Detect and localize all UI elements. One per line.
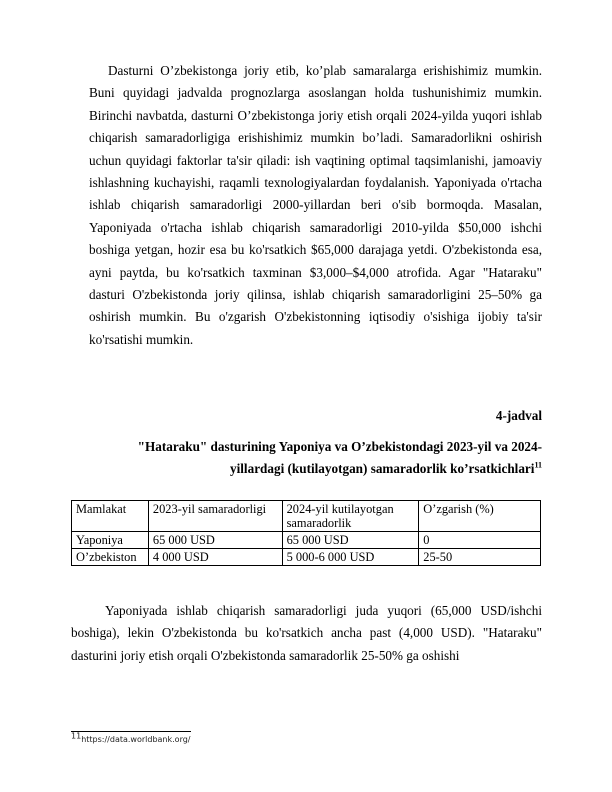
footnote-number: 11 bbox=[71, 731, 82, 741]
table-row bbox=[72, 549, 541, 566]
table-cell: 0 bbox=[419, 532, 541, 549]
header-cell-country: Mamlakat bbox=[72, 501, 149, 532]
body-paragraph-2: Yaponiyada ishlab chiqarish samaradorligi juda yuqori (65,000 USD/ishchi boshiga), lekin O'zbekistonda bu ko'rsatkich ancha past (4,000 USD). "Hataraku" dasturini joriy etish orqali O'zbekistonda samaradorlik 25-50% ga oshishi bbox=[71, 603, 542, 663]
table-cell: Yaponiya bbox=[72, 532, 149, 549]
table-cell: 4 000 USD bbox=[148, 549, 282, 566]
productivity-table bbox=[71, 500, 541, 566]
footnote-link[interactable]: https://data.worldbank.org/ bbox=[81, 735, 191, 744]
header-cell-change: O’zgarish (%) bbox=[419, 501, 541, 532]
table-cell: O’zbekiston bbox=[72, 549, 149, 566]
footnote-reference: 11 bbox=[534, 461, 542, 471]
footnote bbox=[71, 731, 191, 744]
table-header-row bbox=[72, 501, 541, 532]
header-cell-2024: 2024-yil kutilayotgan samaradorlik bbox=[282, 501, 419, 532]
table-cell: 65 000 USD bbox=[282, 532, 419, 549]
table-cell: 65 000 USD bbox=[148, 532, 282, 549]
table-row bbox=[72, 532, 541, 549]
table-label: 4-jadval bbox=[495, 408, 542, 423]
footnote-divider bbox=[71, 731, 191, 732]
body-paragraph-1: Dasturni O’zbekistonga joriy etib, ko’plab samaralarga erishishimiz mumkin. Buni quyidagi jadvalda prognozlarga asoslangan holda tushunishimiz mumkin. Birinchi navbatda, dasturni O’zbekistonga joriy etish orqali 2024-yilda yuqori ishlab chiqarish samaradorligiga erishishimiz mumkin bo’ladi. Samaradorlikni oshirish uchun quyidagi faktorlar ta'sir qiladi: ish vaqtining optimal taqsimlanishi, jamoaviy ishlashning kuchayishi, raqamli texnologiyalardan foydalanish. Yaponiyada o'rtacha ishlab chiqarish samaradorligi 2000-yillardan beri o'sib bormoqda. Masalan, Yaponiyada o'rtacha ishlab chiqarish samaradorligi 2010-yilda $50,000 ishchi boshiga yetgan, hozir esa bu ko'rsatkich $65,000 darajaga yetdi. O'zbekistonda esa, ayni paytda, bu ko'rsatkich taxminan $3,000–$4,000 atrofida. Agar "Hataraku" dasturi O'zbekistonda joriy qilinsa, ishlab chiqarish samaradorligini 25–50% ga oshirish mumkin. Bu o'zgarish O'zbekistonning iqtisodiy o'sishiga ijobiy ta'sir ko'rsatishi mumkin. bbox=[89, 63, 542, 347]
header-cell-2023: 2023-yil samaradorligi bbox=[148, 501, 282, 532]
table-cell: 25-50 bbox=[419, 549, 541, 566]
table-title bbox=[100, 436, 542, 481]
table-title-text: "Hataraku" dasturining Yaponiya va O’zbekistondagi 2023-yil va 2024-yillardagi (kutilayotgan) samaradorlik ko’rsatkichlari bbox=[137, 439, 542, 477]
table-cell: 5 000-6 000 USD bbox=[282, 549, 419, 566]
